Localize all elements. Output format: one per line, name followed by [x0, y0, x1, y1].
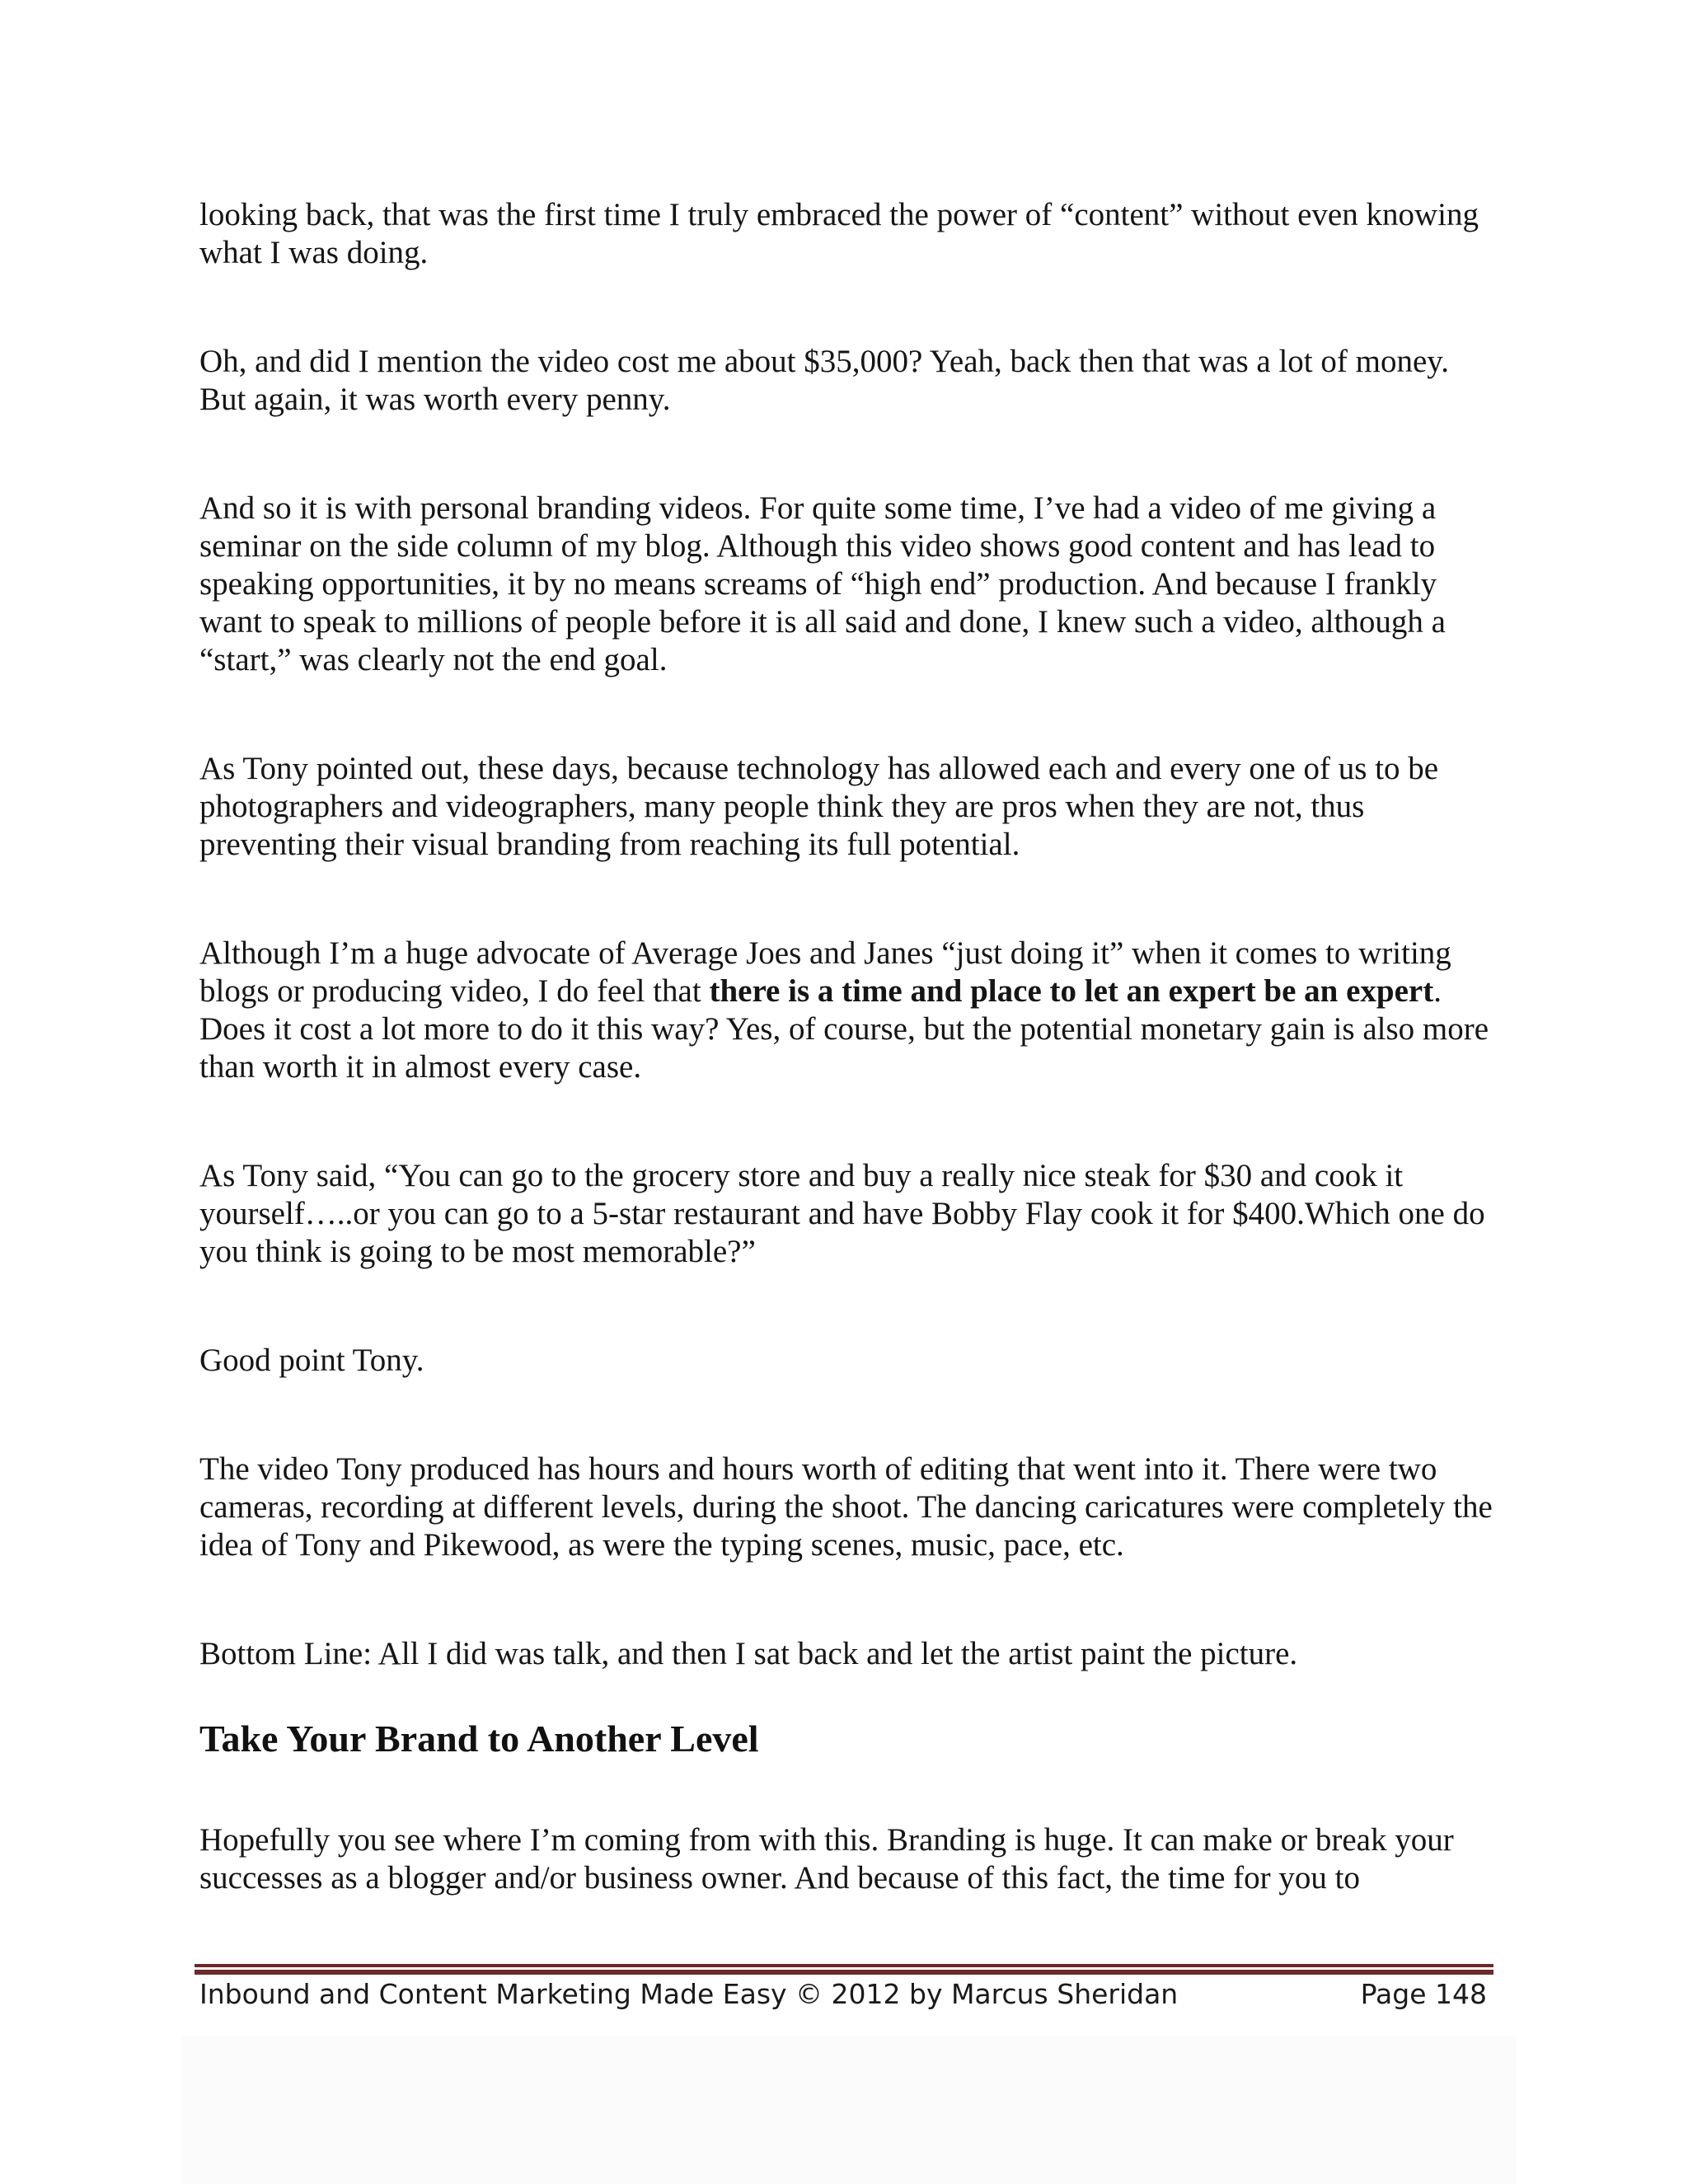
paragraph-9-text: Bottom Line: All I did was talk, and then I sat back and let the artist paint the picture. — [199, 1636, 1298, 1671]
paragraph-9 — [199, 1635, 1502, 1673]
paragraph-6 — [199, 1157, 1502, 1271]
paragraph-5 — [199, 935, 1502, 1086]
paragraph-8-text: The video Tony produced has hours and hours worth of editing that went into it. There were two cameras, recording at different levels, during the shoot. The dancing caricatures were completely the idea of Tony and Pikewood, as were the typing scenes, music, pace, etc. — [199, 1451, 1493, 1563]
closing-paragraph: Hopefully you see where I’m coming from with this. Branding is huge. It can make or break your successes as a blogger and/or business owner. And because of this fact, the time for you to — [199, 1822, 1454, 1896]
paragraph-7 — [199, 1342, 1502, 1380]
footer-divider — [195, 1964, 1493, 1975]
paragraph-2 — [199, 343, 1502, 419]
paragraph-3-text: And so it is with personal branding videos. For quite some time, I’ve had a video of me giving a seminar on the side column of my blog. Although this video shows good content and has lead to speaking opportunities, it by no means screams of “high end” production. And because I frankly want to speak to millions of people before it is all said and done, I knew such a video, although a “start,” was clearly not the end goal. — [199, 490, 1446, 677]
paragraph-2-text: Oh, and did I mention the video cost me about $35,000? Yeah, back then that was a lot of money. But again, it was worth every penny. — [199, 344, 1449, 417]
paragraph-5-text-end: . Does it cost a lot more to do it this way? Yes, of course, but the potential monetary gain is also more than worth it in almost every case. — [199, 973, 1489, 1085]
paragraph-4-text: As Tony pointed out, these days, because technology has allowed each and every one of us to be photographers and videographers, many people think they are pros when they are not, thus preventing their visual branding from reaching its full potential. — [199, 751, 1439, 862]
paragraph-3 — [199, 490, 1502, 679]
paragraph-5-text-start: Although I’m a huge advocate of Average Joes and Janes “just doing it” when it comes to writing blogs or producing video, I do feel that — [199, 935, 1451, 1009]
footer-copyright: Inbound and Content Marketing Made Easy © 2012 by Marcus Sheridan — [199, 1978, 1179, 2010]
paragraph-8 — [199, 1451, 1502, 1564]
page-number: Page 148 — [1360, 1978, 1487, 2010]
paragraph-6-text: As Tony said, “You can go to the grocery store and buy a really nice steak for $30 and cook it yourself…..or you can go to a 5-star restaurant and have Bobby Flay cook it for $400.Which one do you think is going to be most memorable?” — [199, 1158, 1485, 1269]
paragraph-4 — [199, 750, 1502, 864]
bottom-margin-area — [181, 2036, 1517, 2184]
footer-divider-thick-line — [195, 1970, 1493, 1975]
paragraph-1-text: looking back, that was the first time I truly embraced the power of “content” without even knowing what I was doing. — [199, 197, 1479, 270]
paragraph-1 — [199, 196, 1502, 272]
body-text — [199, 196, 1502, 1968]
page-footer — [199, 1976, 1487, 2013]
paragraph-5-bold-phrase: there is a time and place to let an expert be an expert — [709, 973, 1434, 1009]
section-heading: Take Your Brand to Another Level — [199, 1718, 759, 1760]
paragraph-7-text: Good point Tony. — [199, 1343, 424, 1378]
